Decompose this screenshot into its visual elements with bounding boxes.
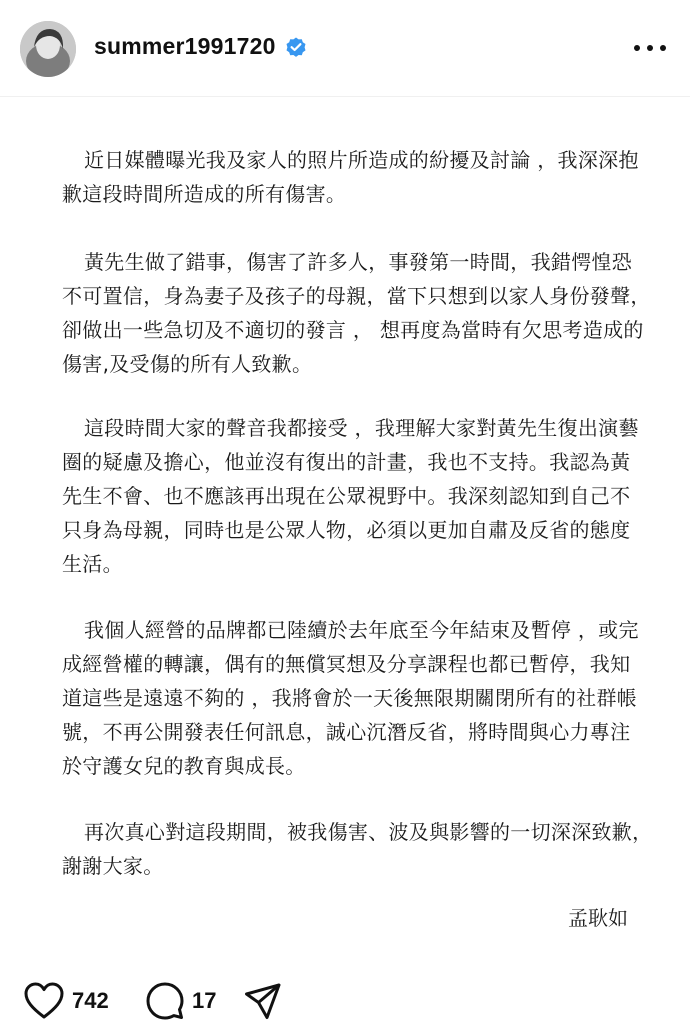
username-block — [94, 33, 308, 60]
statement-line: 道這些是遠遠不夠的 ，我將會於一天後無限期關閉所有的社群帳 — [62, 686, 638, 710]
post-actions-bar — [0, 972, 690, 1032]
like-button[interactable] — [24, 982, 109, 1020]
avatar[interactable] — [20, 21, 76, 77]
statement-line: 黃先生做了錯事，傷害了許多人，事發第一時間，我錯愕惶恐 — [84, 250, 633, 274]
statement-line: 只身為母親，同時也是公眾人物，必須以更加自肅及反省的態度 — [62, 518, 631, 542]
verified-badge-icon — [284, 35, 308, 59]
statement-paragraph — [62, 613, 639, 783]
statement-line: 再次真心對這段期間，被我傷害、波及與影響的一切深深致歉， — [84, 820, 653, 844]
statement-line: 傷害,及受傷的所有人致歉。 — [62, 352, 313, 376]
share-icon — [244, 982, 282, 1020]
statement-line: 圈的疑慮及擔心，他並沒有復出的計畫，我也不支持。我認為黃 — [62, 450, 631, 474]
heart-icon — [24, 982, 64, 1020]
share-button[interactable] — [244, 982, 282, 1020]
statement-paragraph — [62, 143, 639, 211]
more-options-button[interactable] — [634, 36, 666, 60]
statement-line: 卻做出一些急切及不適切的發言 ， 想再度為當時有欠思考造成的 — [62, 318, 644, 342]
statement-paragraph — [62, 815, 653, 883]
statement-line: 我個人經營的品牌都已陸續於去年底至今年結束及暫停 ，或完 — [84, 618, 639, 642]
statement-signature: 孟耿如 — [568, 906, 628, 930]
statement-paragraph — [62, 411, 639, 581]
comment-count[interactable]: 17 — [192, 988, 217, 1013]
statement-line: 先生不會、也不應該再出現在公眾視野中。我深刻認知到自己不 — [62, 484, 631, 508]
statement-line: 謝謝大家。 — [62, 854, 164, 878]
statement-paragraph — [62, 245, 651, 381]
statement-line: 近日媒體曝光我及家人的照片所造成的紛擾及討論 ，我深深抱 — [84, 148, 639, 172]
more-options-icon — [647, 45, 653, 51]
username[interactable]: summer1991720 — [94, 33, 276, 59]
like-count[interactable]: 742 — [72, 988, 109, 1013]
statement-line: 成經營權的轉讓，偶有的無償冥想及分享課程也都已暫停，我知 — [62, 652, 631, 676]
statement-line: 歉這段時間所造成的所有傷害。 — [62, 182, 347, 206]
more-options-icon — [660, 45, 666, 51]
comment-button[interactable] — [146, 982, 216, 1020]
statement-line: 這段時間大家的聲音我都接受 ，我理解大家對黃先生復出演藝 — [84, 416, 639, 440]
statement-line: 於守護女兒的教育與成長。 — [62, 754, 306, 778]
statement-line: 不可置信，身為妻子及孩子的母親，當下只想到以家人身份發聲， — [62, 284, 651, 308]
post-image-statement — [0, 97, 690, 959]
comment-icon — [146, 982, 184, 1020]
more-options-icon — [634, 45, 640, 51]
statement-line: 號，不再公開發表任何訊息，誠心沉潛反省，將時間與心力專注 — [62, 720, 631, 744]
post-header — [0, 0, 690, 97]
avatar-image — [20, 21, 76, 77]
statement-line: 生活。 — [62, 552, 123, 576]
